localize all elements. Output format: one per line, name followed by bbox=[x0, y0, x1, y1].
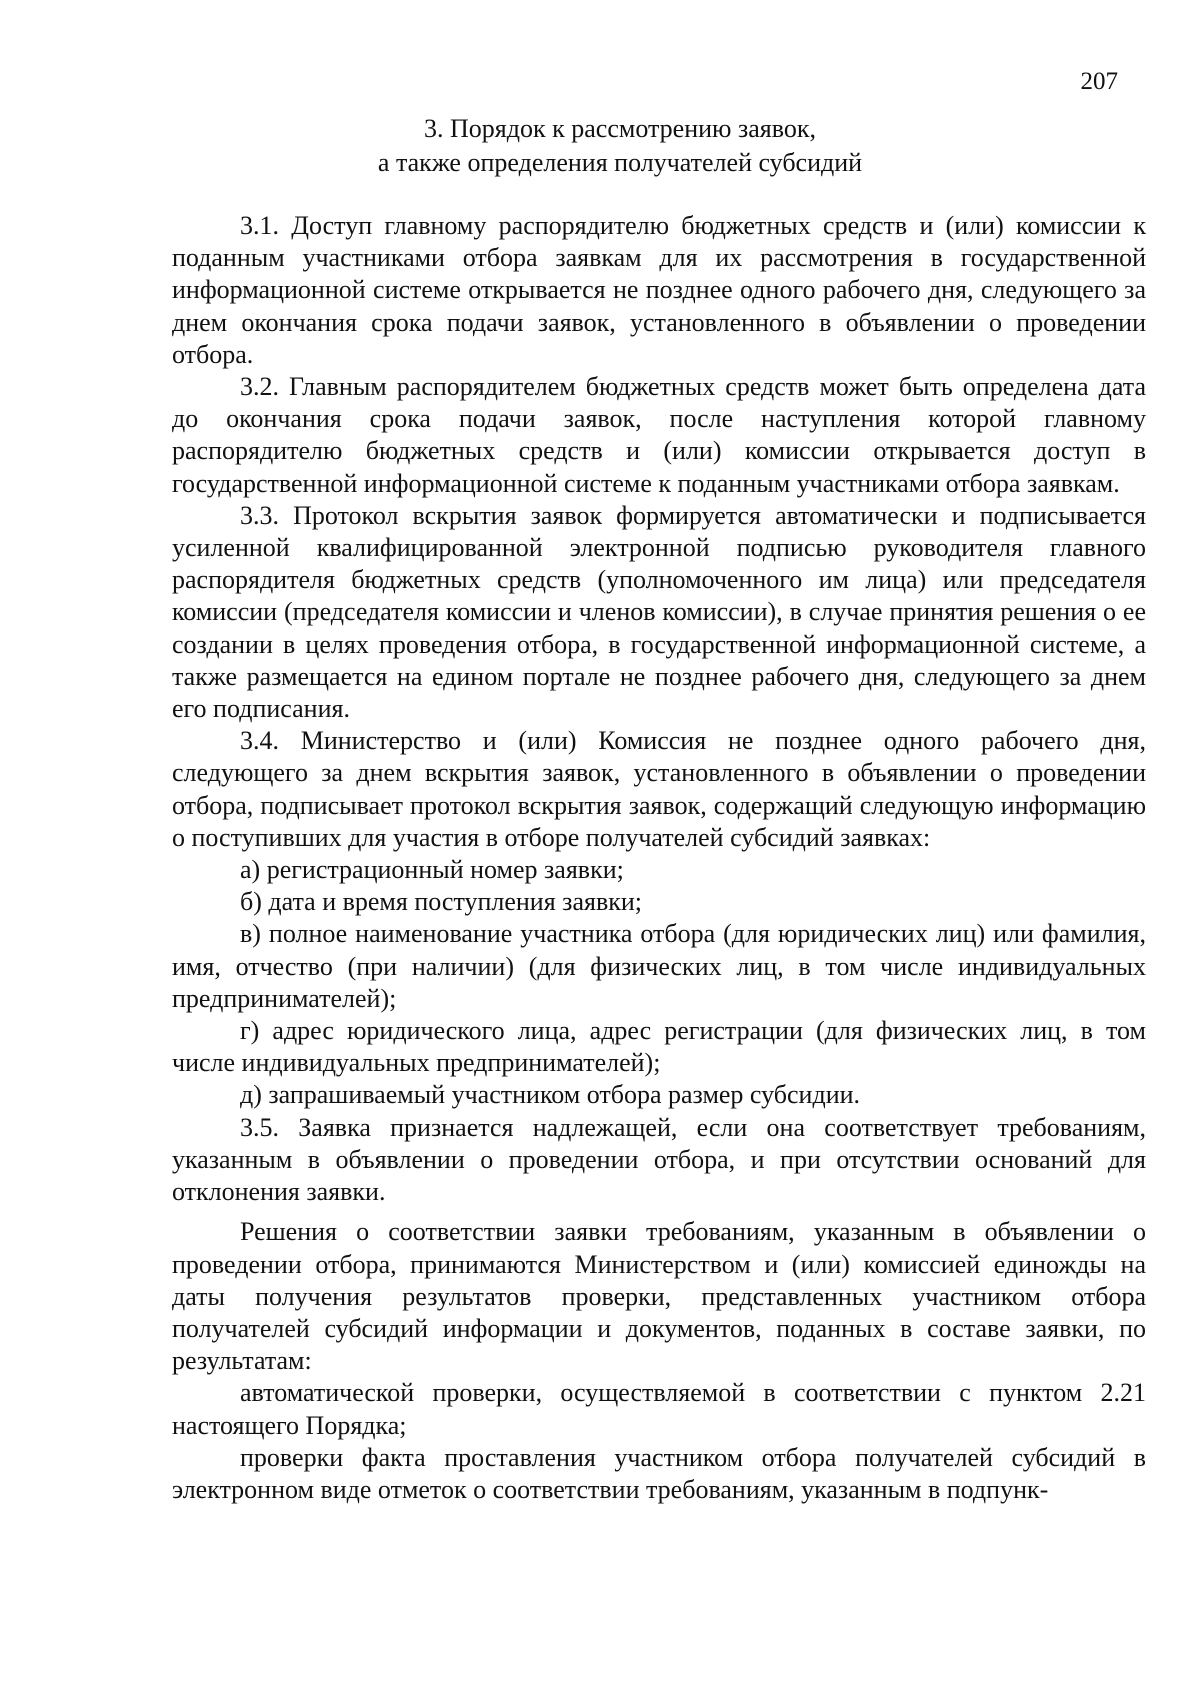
section-heading-line-2: а также определения получателей субсидий bbox=[377, 148, 863, 177]
list-item-g: г) адрес юридического лица, адрес регистрации (для физических лиц, в том числе индивидуальных предпринимателей); bbox=[172, 1016, 1146, 1078]
paragraph-decisions: Решения о соответствии заявки требованиям, указанным в объявлении о проведении отбора, принимаются Министерством и (или) комиссией единожды на даты получения результатов проверки, представленных участником отбора получателей субсидий информации и документов, поданных в составе заявки, по результатам: bbox=[172, 1217, 1146, 1376]
page-number: 207 bbox=[1080, 68, 1118, 95]
paragraph-fact-check: проверки факта проставления участником отбора получателей субсидий в электронном виде отметок о соответствии требованиям, указанным в подпунк- bbox=[172, 1442, 1146, 1504]
list-item-v: в) полное наименование участника отбора (для юридических лиц) или фамилия, имя, отчество (при наличии) (для физических лиц, в том числе индивидуальных предпринимателей); bbox=[172, 919, 1146, 1013]
paragraph-automatic-check: автоматической проверки, осуществляемой в соответствии с пунктом 2.21 настоящего Порядка; bbox=[172, 1378, 1146, 1440]
paragraph-3-1: 3.1. Доступ главному распорядителю бюджетных средств и (или) комиссии к поданным участниками отбора заявкам для их рассмотрения в государственной информационной системе открывается не позднее одного рабочего дня, следующего за днем окончания срока подачи заявок, установленного в объявлении о проведении отбора. bbox=[172, 211, 1146, 369]
section-heading-line-1: 3. Порядок к рассмотрению заявок, bbox=[424, 114, 816, 143]
document-body bbox=[172, 210, 1146, 1506]
list-item-b: б) дата и время поступления заявки; bbox=[240, 887, 642, 917]
paragraph-3-4: 3.4. Министерство и (или) Комиссия не позднее одного рабочего дня, следующего за днем вскрытия заявок, установленного в объявлении о проведении отбора, подписывает протокол вскрытия заявок, содержащий следующую информацию о поступивших для участия в отборе получателей субсидий заявках: bbox=[172, 726, 1146, 852]
paragraph-3-3: 3.3. Протокол вскрытия заявок формируется автоматически и подписывается усиленной квалифицированной электронной подписью руководителя главного распорядителя бюджетных средств (уполномоченного им лица) или председателя комиссии (председателя комиссии и членов комиссии), в случае принятия решения о ее создании в целях проведения отбора, в государственной информационной системе, а также размещается на едином портале не позднее рабочего дня, следующего за днем его подписания. bbox=[172, 500, 1146, 724]
paragraph-3-5: 3.5. Заявка признается надлежащей, если она соответствует требованиям, указанным в объявлении о проведении отбора, и при отсутствии оснований для отклонения заявки. bbox=[172, 1112, 1146, 1207]
section-heading bbox=[170, 112, 1070, 180]
list-item-d: д) запрашиваемый участником отбора размер субсидии. bbox=[240, 1080, 861, 1110]
list-item-a: а) регистрационный номер заявки; bbox=[240, 855, 624, 885]
paragraph-3-2: 3.2. Главным распорядителем бюджетных средств может быть определена дата до окончания срока подачи заявок, после наступления которой главному распорядителю бюджетных средств и (или) комиссии открывается доступ в государственной информационной системе к поданным участниками отбора заявкам. bbox=[172, 372, 1146, 498]
